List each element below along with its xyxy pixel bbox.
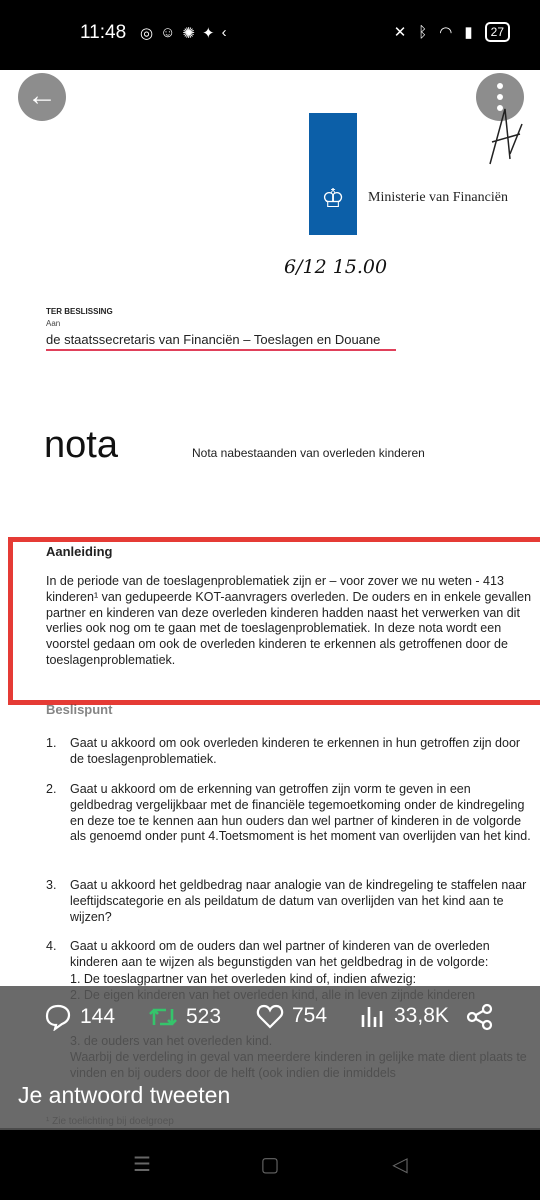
beslispunt-heading: Beslispunt <box>46 702 113 717</box>
retweet-count: 523 <box>186 1005 222 1028</box>
reply-count: 144 <box>80 1005 116 1028</box>
crest-icon: ♔ <box>321 183 345 213</box>
handwritten-date: 6/12 15.00 <box>284 256 388 278</box>
aanleiding-heading: Aanleiding <box>46 544 113 559</box>
aan-label: Aan <box>46 319 61 328</box>
home-button[interactable] <box>258 1152 282 1176</box>
ter-beslissing-label: TER BESLISSING <box>46 307 113 316</box>
nota-label: nota <box>44 424 118 466</box>
cellular-icon: ▮ <box>464 24 473 41</box>
item-number: 4. <box>46 939 57 953</box>
more-dot-icon <box>497 94 503 100</box>
heart-icon <box>256 1003 284 1029</box>
wifi-icon: ◠ <box>439 24 453 41</box>
recent-apps-button[interactable] <box>130 1152 154 1176</box>
views-button[interactable] <box>360 1003 449 1029</box>
retweet-button[interactable] <box>148 1003 221 1031</box>
item-text: Gaat u akkoord het geldbedrag naar analogie van de kindregeling te staffelen naar leeftijdscategorie en als peildatum de datum van overlijden van het kind aan te wijzen? <box>70 878 527 924</box>
more-dot-icon <box>497 83 503 89</box>
views-icon <box>360 1003 386 1029</box>
app-icon: ‹ <box>221 24 227 41</box>
document-image[interactable] <box>0 70 540 1128</box>
sub-item: 1. De toeslagpartner van het overleden kind of, indien afwezig: <box>70 972 417 986</box>
reply-button[interactable] <box>44 1003 115 1031</box>
item-number: 1. <box>46 736 57 750</box>
item-text: Gaat u akkoord om ook overleden kinderen te erkennen in hun getroffen zijn door de toeslagenproblematiek. <box>70 736 521 766</box>
reply-icon <box>44 1003 72 1031</box>
tweet-stats <box>0 1003 540 1043</box>
item-text: Gaat u akkoord om de erkenning van getroffen zijn vorm te geven in een geldbedrag vergelijkbaar met de financiële tegemoetkoming onder de kindregeling en deze toe te kennen aan hun ouders dan wel partner of kinderen in de volgorde als genoemd onder punt 4.Toetsmoment is het moment van overlijden van het kind. <box>70 782 531 844</box>
back-arrow-icon: ← <box>27 79 57 112</box>
home-square-icon: ▢ <box>260 1154 280 1176</box>
like-count: 754 <box>292 1004 328 1027</box>
bluetooth-icon: ᛒ <box>418 23 428 41</box>
signal-icon: ✺ <box>182 25 195 42</box>
share-icon <box>466 1003 494 1031</box>
share-button[interactable] <box>466 1003 494 1031</box>
status-bar <box>0 0 540 70</box>
item-number: 3. <box>46 878 57 892</box>
back-button[interactable] <box>18 73 66 121</box>
system-icons <box>394 22 510 42</box>
item-text: Gaat u akkoord om de ouders dan wel partner of kinderen van de overleden kinderen aan te wijzen als begunstigden van het geldbedrag in de volgorde: <box>70 939 490 969</box>
back-triangle-icon: ◁ <box>392 1154 408 1176</box>
ministry-name: Ministerie van Financiën <box>368 190 508 205</box>
item-number: 2. <box>46 782 57 796</box>
nota-title: Nota nabestaanden van overleden kinderen <box>192 446 425 460</box>
status-time: 11:48 <box>80 22 127 43</box>
like-button[interactable] <box>256 1003 327 1029</box>
retweet-icon <box>148 1003 178 1031</box>
recipient: de staatssecretaris van Financiën – Toeslagen en Douane <box>46 332 381 347</box>
menu-lines-icon: ☰ <box>133 1154 151 1176</box>
whatsapp-icon: ◎ <box>140 25 154 42</box>
recipient-underline <box>46 349 396 351</box>
chat-icon: ☺ <box>160 24 176 41</box>
notification-icons <box>140 24 227 42</box>
reply-input[interactable]: Je antwoord tweeten <box>18 1082 231 1108</box>
ministry-logo <box>309 113 357 235</box>
battery-icon: 27 <box>485 22 510 42</box>
signature-mark <box>480 104 530 174</box>
views-count: 33,8K <box>394 1004 449 1027</box>
aanleiding-text: In de periode van de toeslagenproblematiek zijn er – voor zover we nu weten - 413 kinderen¹ van gedupeerde KOT-aanvragers overleden. De ouders en in enkele gevallen partner en kinderen van deze overleden kinderen hadden naast het verwerken van dit verlies ook nog om te gaan met de toeslagenproblematiek. In deze nota wordt een voorstel gedaan om ook de overleden kinderen te erkennen als getroffenen door de toeslagenproblematiek. <box>46 574 532 667</box>
twitter-icon: ✦ <box>202 25 215 42</box>
mute-icon: ✕ <box>393 24 407 41</box>
back-nav-button[interactable] <box>388 1152 412 1176</box>
